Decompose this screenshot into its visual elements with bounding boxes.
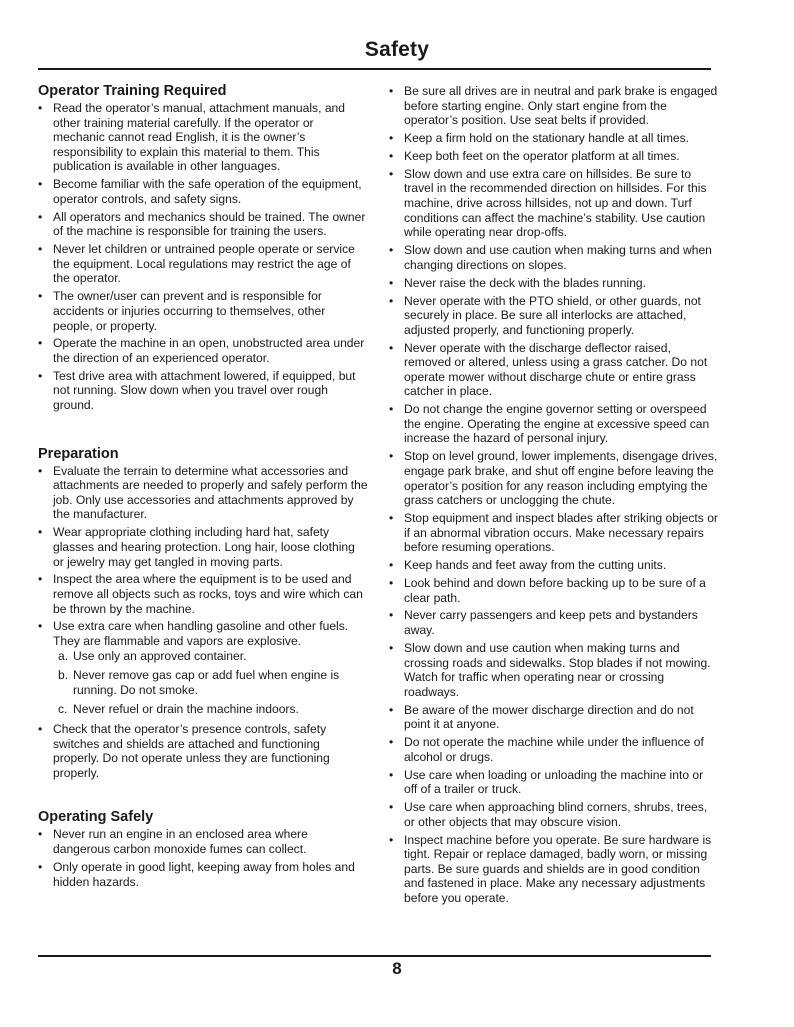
list-item-text: Use extra care when handling gasoline and other fuels. They are flammable and vapors are explosive. <box>53 619 349 649</box>
list-item-text: Be sure all drives are in neutral and park brake is engaged before starting engine. Only start engine from the operator’s position. Use seat belts if provided. <box>404 84 718 128</box>
list-item-text: Wear appropriate clothing including hard hat, safety glasses and hearing protection. Long hair, loose clothing or jewelry may get tangled in moving parts. <box>53 525 355 569</box>
bullet-icon: • <box>389 148 394 163</box>
bullet-icon: • <box>389 84 394 98</box>
list-item-text: All operators and mechanics should be trained. The owner of the machine is responsible for training the users. <box>53 209 366 239</box>
bullet-icon: • <box>389 558 394 573</box>
list-item <box>389 833 719 906</box>
list-item-text: Stop equipment and inspect blades after striking objects or if an abnormal vibration occurs. Make necessary repairs before resuming operations. <box>404 511 718 555</box>
list-item <box>38 827 368 856</box>
list-item-text: The owner/user can prevent and is responsible for accidents or injuries occurring to themselves, other people, or property. <box>53 289 326 333</box>
list-item-text: Never operate with the PTO shield, or other guards, not securely in place. Be sure all interlocks are attached, adjusted properly, and functioning properly. <box>404 293 701 337</box>
bullet-icon: • <box>38 242 43 257</box>
operator-training-list <box>38 101 368 413</box>
list-item <box>389 131 719 146</box>
bullet-icon: • <box>389 340 394 355</box>
sub-item-marker: b. <box>58 668 69 683</box>
bullet-icon: • <box>38 209 43 224</box>
list-item-text: Slow down and use caution when making turns and when changing directions on slopes. <box>404 243 712 272</box>
bullet-icon: • <box>38 368 43 383</box>
bullet-icon: • <box>38 827 43 842</box>
list-item-text: Look behind and down before backing up to be sure of a clear path. <box>404 575 706 605</box>
list-item-text: Slow down and use extra care on hillsides. Be sure to travel in the recommended direction on hillsides. For this machine, drive across hillsides, not up and down. Turf conditions can affect the machine’s stability. Use caution while operating near drop-offs. <box>404 166 707 240</box>
bullet-icon: • <box>389 608 394 623</box>
list-item-text: Test drive area with attachment lowered, if equipped, but not running. Slow down when you travel over rough ground. <box>53 368 356 413</box>
list-item <box>389 294 719 338</box>
list-item <box>38 289 368 333</box>
left-column <box>38 82 368 892</box>
list-item <box>38 722 368 780</box>
list-item-text: Keep both feet on the operator platform at all times. <box>404 148 680 163</box>
preparation-section <box>38 445 368 781</box>
list-item <box>389 449 719 507</box>
list-item <box>38 101 368 174</box>
list-item <box>389 558 719 573</box>
bullet-icon: • <box>389 640 394 655</box>
bullet-icon: • <box>389 131 394 146</box>
list-item-text: Never run an engine in an enclosed area where dangerous carbon monoxide fumes can collect. <box>53 827 308 857</box>
operator-training-section <box>38 82 368 413</box>
bullet-icon: • <box>38 525 43 540</box>
bullet-icon: • <box>389 800 394 815</box>
bullet-icon: • <box>389 832 394 847</box>
bullet-icon: • <box>389 402 394 417</box>
bullet-icon: • <box>38 177 43 192</box>
list-item-text: Check that the operator’s presence controls, safety switches and shields are attached and functioning properly. Do not operate unless they are functioning properly. <box>53 722 330 780</box>
right-column <box>389 84 719 909</box>
bullet-icon: • <box>389 702 394 717</box>
bullet-icon: • <box>389 767 394 782</box>
list-item <box>38 525 368 569</box>
list-item-text: Never operate with the discharge deflector raised, removed or altered, unless using a grass catcher. Do not operate mower without discharge chute or entire grass catcher in place. <box>404 340 708 399</box>
list-item <box>389 149 719 164</box>
list-item <box>389 735 719 764</box>
bullet-icon: • <box>389 243 394 258</box>
sub-list-item <box>53 649 368 664</box>
bullet-icon: • <box>38 336 43 351</box>
page-number: 8 <box>392 959 402 978</box>
sub-item-marker: a. <box>58 648 69 663</box>
list-item-text: Operate the machine in an open, unobstructed area under the direction of an experienced operator. <box>53 336 365 365</box>
bullet-icon: • <box>389 293 394 308</box>
list-item-text: Do not operate the machine while under the influence of alcohol or drugs. <box>404 735 704 764</box>
list-item-text: Use care when approaching blind corners, shrubs, trees, or other objects that may obscure vision. <box>404 800 708 829</box>
bullet-icon: • <box>389 166 394 181</box>
bullet-icon: • <box>38 619 43 634</box>
list-item-text: Inspect the area where the equipment is to be used and remove all objects such as rocks, toys and wire which can be thrown by the machine. <box>53 572 363 616</box>
sub-list-item <box>53 702 368 717</box>
list-item <box>38 860 368 889</box>
list-item-text: Evaluate the terrain to determine what accessories and attachments are needed to properly and safely perform the job. Only use accessories and attachments approved by the manufacturer. <box>53 463 368 522</box>
list-item <box>389 511 719 555</box>
list-item <box>38 619 368 717</box>
list-item <box>38 210 368 239</box>
list-item-text: Keep hands and feet away from the cutting units. <box>404 558 667 573</box>
list-item <box>38 464 368 522</box>
bullet-icon: • <box>389 275 394 290</box>
operating-safely-list <box>38 827 368 889</box>
fuel-sub-list <box>53 649 368 717</box>
section-heading-operator-training: Operator Training Required <box>38 83 227 99</box>
list-item <box>38 572 368 616</box>
list-item-text: Never raise the deck with the blades running. <box>404 275 647 290</box>
bullet-icon: • <box>38 572 43 587</box>
list-item-text: Never let children or untrained people operate or service the equipment. Local regulations may restrict the age of the operator. <box>53 242 355 286</box>
list-item-text: Use care when loading or unloading the machine into or off of a trailer or truck. <box>404 767 704 797</box>
sub-item-text: Use only an approved container. <box>73 648 247 663</box>
list-item-text: Be aware of the mower discharge direction and do not point it at anyone. <box>404 702 694 732</box>
list-item <box>389 341 719 399</box>
list-item <box>389 768 719 797</box>
sub-item-text: Never remove gas cap or add fuel when engine is running. Do not smoke. <box>73 668 340 697</box>
preparation-list <box>38 464 368 781</box>
list-item <box>389 703 719 732</box>
list-item <box>389 276 719 291</box>
list-item-text: Read the operator’s manual, attachment manuals, and other training material carefully. If the operator or mechanic cannot read English, it is the owner’s responsibility to explain this material to them. This publication is available in other languages. <box>53 101 345 174</box>
bullet-icon: • <box>38 859 43 874</box>
bullet-icon: • <box>38 101 43 115</box>
bullet-icon: • <box>389 735 394 750</box>
list-item-text: Keep a firm hold on the stationary handle at all times. <box>404 131 690 146</box>
bullet-icon: • <box>389 511 394 525</box>
list-item <box>38 369 368 413</box>
list-item-text: Do not change the engine governor setting or overspeed the engine. Operating the engine at excessive speed can increase the hazard of personal injury. <box>404 402 710 446</box>
list-item-text: Slow down and use caution when making turns and crossing roads and sidewalks. Stop blades if not mowing. Watch for traffic when operating near or crossing roadways. <box>404 640 711 699</box>
list-item-text: Stop on level ground, lower implements, disengage drives, engage park brake, and shut off engine before leaving the operator’s position for any reason including emptying the grass catchers or unclogging the chute. <box>404 449 718 508</box>
bullet-icon: • <box>38 289 43 304</box>
list-item <box>389 167 719 240</box>
list-item-text: Become familiar with the safe operation of the equipment, operator controls, and safety signs. <box>53 177 362 206</box>
list-item <box>389 243 719 272</box>
header-rule <box>38 68 711 70</box>
bullet-icon: • <box>38 463 43 478</box>
list-item <box>389 84 719 128</box>
list-item-text: Never carry passengers and keep pets and bystanders away. <box>404 608 698 638</box>
list-item <box>389 641 719 699</box>
section-heading-operating-safely: Operating Safely <box>38 809 154 826</box>
list-item-text: Only operate in good light, keeping away from holes and hidden hazards. <box>53 859 355 889</box>
operating-safely-section <box>38 808 368 889</box>
list-item <box>389 608 719 637</box>
page-title: Safety <box>364 38 430 61</box>
bullet-icon: • <box>389 575 394 590</box>
sub-item-text: Never refuel or drain the machine indoors. <box>73 702 299 717</box>
footer-rule <box>38 955 711 957</box>
sub-list-item <box>53 668 368 697</box>
section-heading-preparation: Preparation <box>38 445 119 462</box>
bullet-icon: • <box>38 722 43 737</box>
list-item <box>389 402 719 446</box>
list-item <box>38 177 368 206</box>
list-item <box>389 800 719 829</box>
bullet-icon: • <box>389 449 394 464</box>
operating-safely-continued-list <box>389 84 719 906</box>
list-item-text: Inspect machine before you operate. Be sure hardware is tight. Repair or replace damaged, badly worn, or missing parts. Be sure guards and shields are in good condition and fastened in place. Make any necessary adjustments before you operate. <box>404 832 712 905</box>
sub-item-marker: c. <box>58 702 68 717</box>
list-item <box>389 576 719 605</box>
list-item <box>38 336 368 365</box>
list-item <box>38 242 368 286</box>
